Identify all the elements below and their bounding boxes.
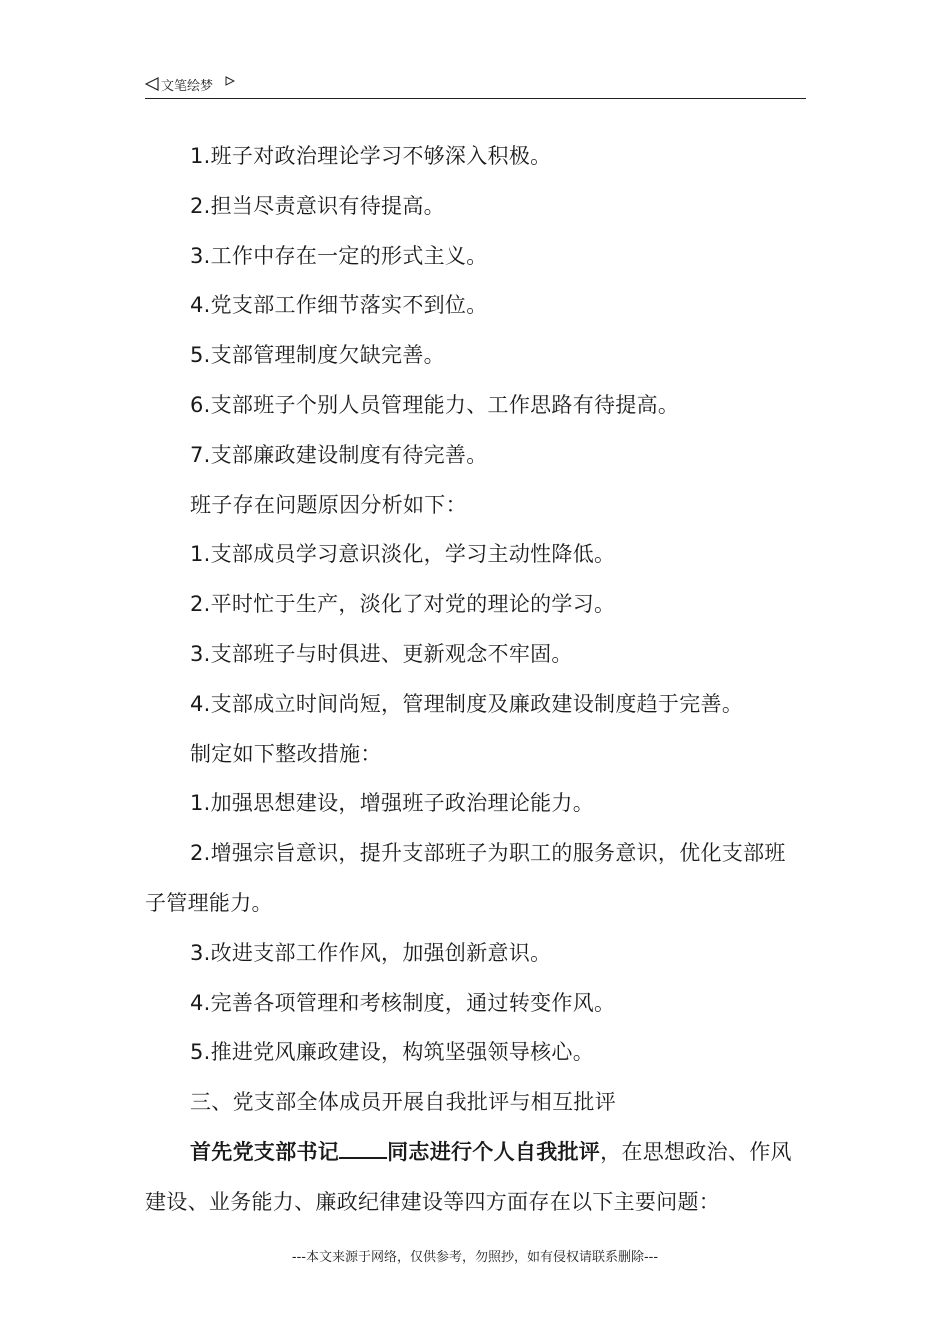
paragraph-self-criticism — [145, 1128, 806, 1228]
paragraph: 4.党支部工作细节落实不到位。 — [190, 293, 488, 318]
header-title: 文笔绘梦 — [161, 78, 214, 94]
paragraph: 4.完善各项管理和考核制度，通过转变作风。 — [190, 990, 616, 1015]
paragraph: 3.支部班子与时俱进、更新观念不牢固。 — [190, 641, 573, 666]
bold-text: 同志进行个人自我批评 — [387, 1139, 601, 1164]
triangle-left-icon — [145, 77, 159, 91]
section-heading: 班子存在问题原因分析如下： — [190, 492, 467, 517]
name-blank — [339, 1139, 387, 1159]
paragraph-text: ，在思想政治、作风建设、业务能力、廉政纪律建设等四方面存在以下主要问题： — [145, 1139, 792, 1214]
section-heading: 三、党支部全体成员开展自我批评与相互批评 — [190, 1090, 616, 1115]
page-footer: ---本文来源于网络，仅供参考，勿照抄，如有侵权请联系删除--- — [291, 1250, 659, 1265]
document-body — [145, 132, 806, 1228]
paragraph: 3.工作中存在一定的形式主义。 — [190, 243, 488, 268]
section-heading: 制定如下整改措施： — [190, 741, 382, 766]
paragraph: 4.支部成立时间尚短，管理制度及廉政建设制度趋于完善。 — [190, 691, 744, 716]
triangle-right-icon — [225, 76, 235, 86]
paragraph: 1.加强思想建设，增强班子政治理论能力。 — [190, 791, 595, 816]
paragraph: 5.推进党风廉政建设，构筑坚强领导核心。 — [190, 1040, 595, 1065]
paragraph: 1.班子对政治理论学习不够深入积极。 — [190, 144, 552, 168]
paragraph: 2.平时忙于生产，淡化了对党的理论的学习。 — [190, 592, 616, 617]
paragraph: 2.担当尽责意识有待提高。 — [190, 193, 445, 218]
bold-text: 首先党支部书记 — [190, 1139, 340, 1164]
paragraph: 2.增强宗旨意识，提升支部班子为职工的服务意识，优化支部班子管理能力。 — [145, 841, 786, 915]
paragraph: 5.支部管理制度欠缺完善。 — [190, 343, 445, 368]
page-header — [145, 72, 806, 99]
paragraph: 1.支部成员学习意识淡化，学习主动性降低。 — [190, 542, 616, 567]
paragraph: 6.支部班子个别人员管理能力、工作思路有待提高。 — [190, 392, 680, 417]
paragraph: 3.改进支部工作作风，加强创新意识。 — [190, 940, 552, 965]
paragraph: 7.支部廉政建设制度有待完善。 — [190, 442, 488, 467]
header-brand — [145, 72, 235, 96]
